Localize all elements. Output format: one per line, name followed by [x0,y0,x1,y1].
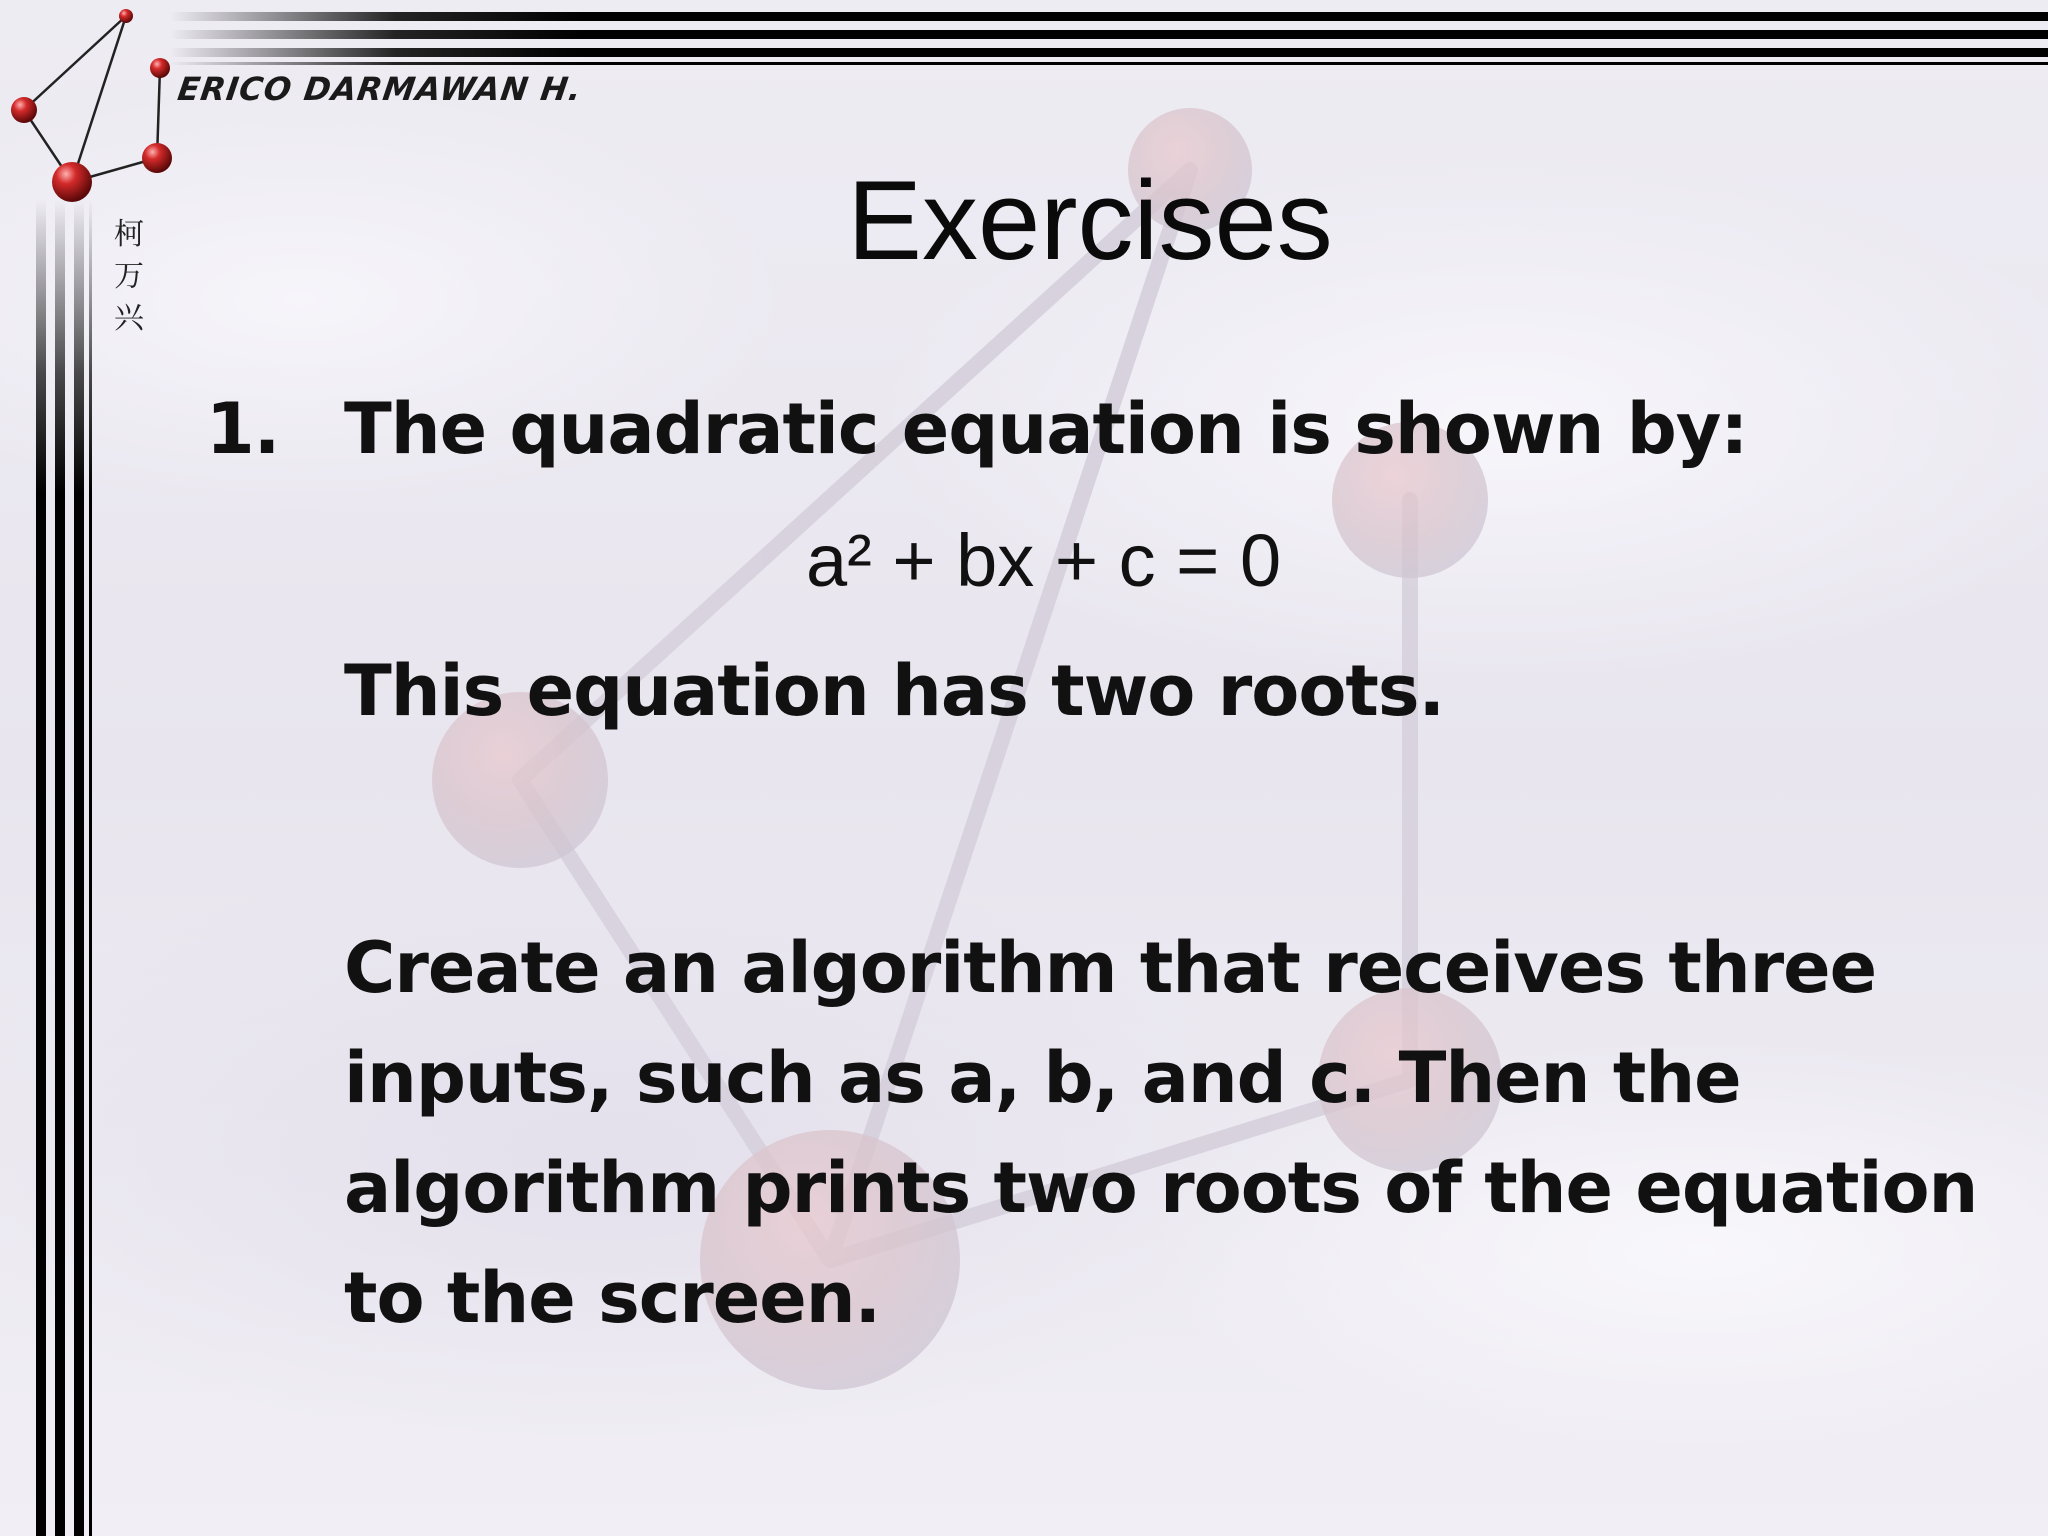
list-item-number: 1. [206,388,280,470]
item-intro-text: The quadratic equation is shown by: [344,388,1748,470]
task-paragraph [344,913,2024,1353]
slide-title: Exercises [847,158,1333,283]
molecule-logo-icon [0,0,180,220]
task-line: inputs, such as a, b, and c. Then the [344,1037,1741,1119]
two-roots-text: This equation has two roots. [344,650,1445,732]
cjk-char: 柯 [114,217,144,252]
author-chinese-name [108,214,150,340]
cjk-char: 万 [114,259,144,294]
task-line: Create an algorithm that receives three [344,927,1877,1009]
cjk-char: 兴 [114,301,144,336]
top-stripes [0,0,2048,80]
task-line: algorithm prints two roots of the equation [344,1147,1978,1229]
author-name: ERICO DARMAWAN H. [175,70,585,108]
task-line: to the screen. [344,1257,881,1339]
left-stripes [0,0,100,1536]
quadratic-equation: a² + bx + c = 0 [806,519,1282,602]
